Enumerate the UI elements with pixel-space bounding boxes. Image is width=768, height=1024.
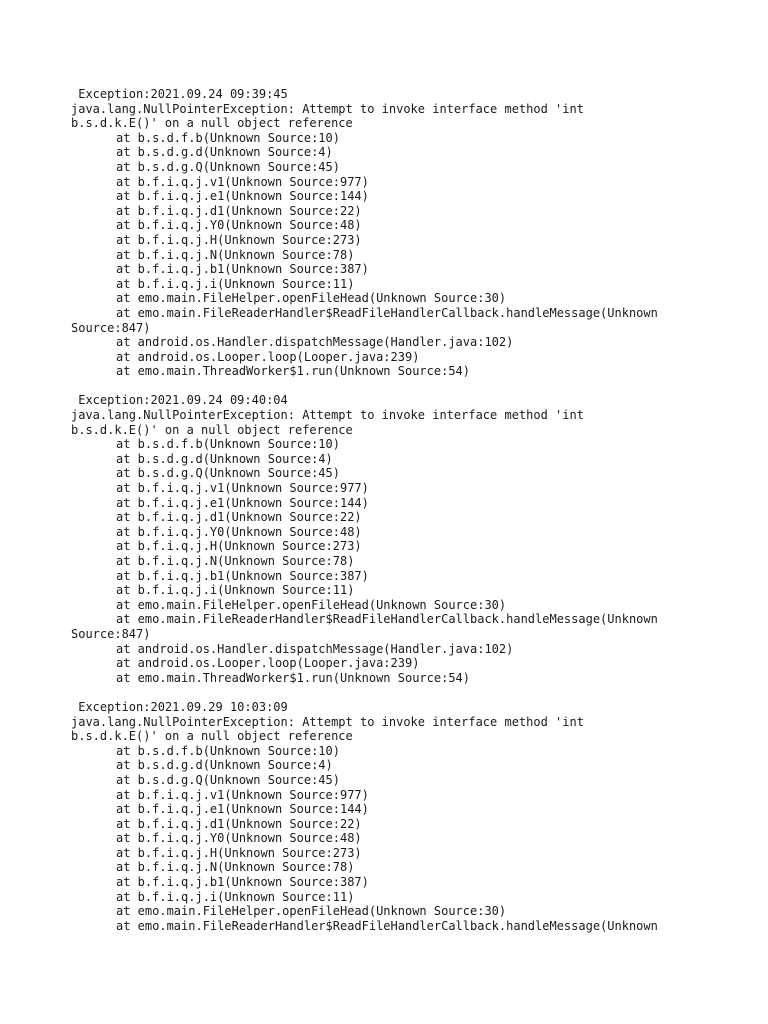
stack-frame: at b.s.d.g.Q(Unknown Source:45) — [116, 159, 340, 174]
stack-frame-continued: Source:847) — [71, 320, 151, 335]
stack-frame: at b.f.i.q.j.d1(Unknown Source:22) — [116, 816, 362, 831]
exception-timestamp: Exception:2021.09.24 09:40:04 — [71, 393, 288, 408]
stack-frame: at emo.main.ThreadWorker$1.run(Unknown Source:54) — [116, 364, 471, 379]
stack-frame: at b.f.i.q.j.N(Unknown Source:78) — [116, 247, 355, 262]
stack-frame: at b.f.i.q.j.H(Unknown Source:273) — [116, 232, 362, 247]
stack-frame: at android.os.Looper.loop(Looper.java:239) — [116, 656, 420, 671]
stack-frame: at b.f.i.q.j.v1(Unknown Source:977) — [116, 174, 369, 189]
stack-frame: at b.s.d.g.d(Unknown Source:4) — [116, 758, 333, 773]
stack-frame: at b.f.i.q.j.N(Unknown Source:78) — [116, 860, 355, 875]
stack-frame: at b.f.i.q.j.v1(Unknown Source:977) — [116, 787, 369, 802]
stack-frame: at b.f.i.q.j.Y0(Unknown Source:48) — [116, 218, 362, 233]
stack-frame: at b.f.i.q.j.b1(Unknown Source:387) — [116, 875, 369, 890]
exception-block — [71, 87, 761, 379]
stack-frame: at b.f.i.q.j.Y0(Unknown Source:48) — [116, 831, 362, 846]
stack-frame: at emo.main.FileHelper.openFileHead(Unknown Source:30) — [116, 597, 507, 612]
stack-frame: at b.s.d.f.b(Unknown Source:10) — [116, 437, 340, 452]
stack-frame: at b.f.i.q.j.H(Unknown Source:273) — [116, 845, 362, 860]
stack-frame: at emo.main.FileReaderHandler$ReadFileHandlerCallback.handleMessage(Unknown — [116, 918, 658, 933]
stack-frame: at android.os.Looper.loop(Looper.java:239) — [116, 349, 420, 364]
stack-frame: at b.f.i.q.j.e1(Unknown Source:144) — [116, 495, 369, 510]
exception-message-continued: b.s.d.k.E()' on a null object reference — [71, 116, 353, 131]
stack-frame: at b.f.i.q.j.e1(Unknown Source:144) — [116, 802, 369, 817]
stack-frame: at b.f.i.q.j.i(Unknown Source:11) — [116, 889, 355, 904]
stack-frame: at b.f.i.q.j.b1(Unknown Source:387) — [116, 568, 369, 583]
stack-frame: at b.s.d.f.b(Unknown Source:10) — [116, 130, 340, 145]
exception-block — [71, 393, 761, 685]
stack-frame: at b.f.i.q.j.d1(Unknown Source:22) — [116, 203, 362, 218]
stack-frame: at b.f.i.q.j.v1(Unknown Source:977) — [116, 481, 369, 496]
stack-frame: at emo.main.FileHelper.openFileHead(Unknown Source:30) — [116, 904, 507, 919]
stack-frame: at b.s.d.g.Q(Unknown Source:45) — [116, 772, 340, 787]
exception-message-continued: b.s.d.k.E()' on a null object reference — [71, 422, 353, 437]
exception-message: java.lang.NullPointerException: Attempt to invoke interface method 'int — [71, 714, 584, 729]
stack-frame: at b.f.i.q.j.e1(Unknown Source:144) — [116, 189, 369, 204]
stack-frame: at b.f.i.q.j.d1(Unknown Source:22) — [116, 510, 362, 525]
stack-frame: at b.f.i.q.j.H(Unknown Source:273) — [116, 539, 362, 554]
stack-frame: at b.s.d.g.d(Unknown Source:4) — [116, 451, 333, 466]
stack-frame: at b.s.d.g.d(Unknown Source:4) — [116, 145, 333, 160]
stack-frame: at android.os.Handler.dispatchMessage(Handler.java:102) — [116, 335, 514, 350]
stack-frame: at b.s.d.f.b(Unknown Source:10) — [116, 743, 340, 758]
stack-frame: at emo.main.FileHelper.openFileHead(Unknown Source:30) — [116, 291, 507, 306]
exception-timestamp: Exception:2021.09.24 09:39:45 — [71, 87, 288, 101]
stack-frame: at emo.main.FileReaderHandler$ReadFileHandlerCallback.handleMessage(Unknown — [116, 305, 658, 320]
exception-log — [71, 87, 761, 948]
stack-frame: at emo.main.FileReaderHandler$ReadFileHandlerCallback.handleMessage(Unknown — [116, 612, 658, 627]
stack-frame: at b.f.i.q.j.Y0(Unknown Source:48) — [116, 524, 362, 539]
stack-frame: at b.f.i.q.j.i(Unknown Source:11) — [116, 276, 355, 291]
stack-frame: at emo.main.ThreadWorker$1.run(Unknown Source:54) — [116, 670, 471, 685]
stack-frame: at b.f.i.q.j.i(Unknown Source:11) — [116, 583, 355, 598]
stack-frame: at android.os.Handler.dispatchMessage(Handler.java:102) — [116, 641, 514, 656]
exception-message: java.lang.NullPointerException: Attempt to invoke interface method 'int — [71, 408, 584, 423]
stack-frame: at b.f.i.q.j.N(Unknown Source:78) — [116, 554, 355, 568]
exception-timestamp: Exception:2021.09.29 10:03:09 — [71, 699, 288, 714]
stack-frame: at b.f.i.q.j.b1(Unknown Source:387) — [116, 262, 369, 277]
stack-frame-continued: Source:847) — [71, 626, 151, 641]
exception-message: java.lang.NullPointerException: Attempt to invoke interface method 'int — [71, 101, 584, 116]
exception-block — [71, 700, 761, 934]
exception-message-continued: b.s.d.k.E()' on a null object reference — [71, 729, 353, 744]
stack-frame: at b.s.d.g.Q(Unknown Source:45) — [116, 466, 340, 481]
